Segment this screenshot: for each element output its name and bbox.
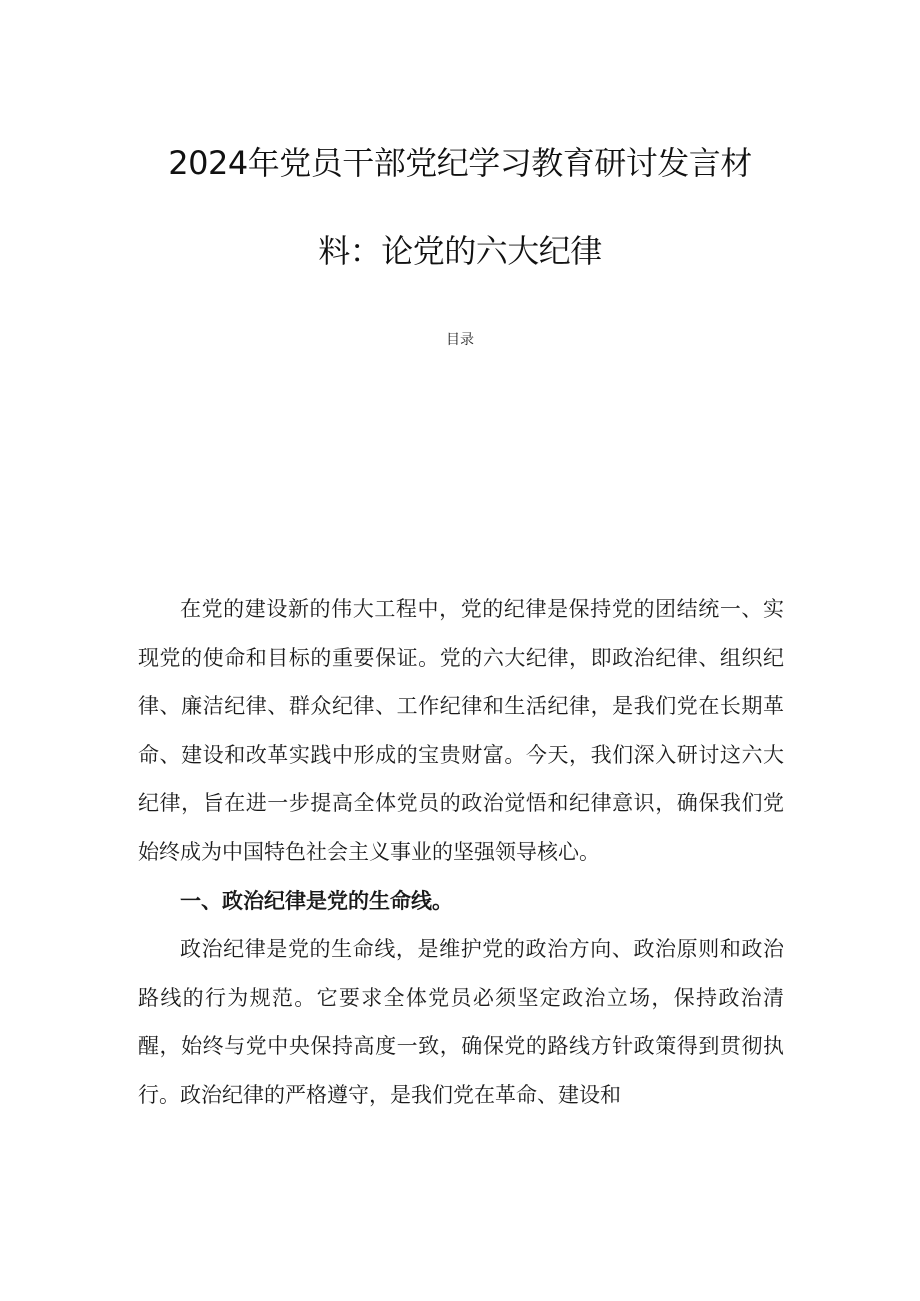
document-body [138,585,784,1120]
document-title [120,138,800,314]
toc-label: 目录 [446,332,474,348]
intro-paragraph: 在党的建设新的伟大工程中，党的纪律是保持党的团结统一、实现党的使命和目标的重要保证。党的六大纪律，即政治纪律、组织纪律、廉洁纪律、群众纪律、工作纪律和生活纪律，是我们党在长期革命、建设和改革实践中形成的宝贵财富。今天，我们深入研讨这六大纪律，旨在进一步提高全体党员的政治觉悟和纪律意识，确保我们党始终成为中国特色社会主义事业的坚强领导核心。 [138,597,784,864]
title-line-1: 2024年党员干部党纪学习教育研讨发言材 [168,144,752,182]
section-1-paragraph: 政治纪律是党的生命线，是维护党的政治方向、政治原则和政治路线的行为规范。它要求全体党员必须坚定政治立场，保持政治清醒，始终与党中央保持高度一致，确保党的路线方针政策得到贯彻执行。政治纪律的严格遵守，是我们党在革命、建设和 [138,937,784,1107]
section-1-heading: 一、政治纪律是党的生命线。 [180,888,453,913]
title-line-2: 料：论党的六大纪律 [318,232,602,270]
